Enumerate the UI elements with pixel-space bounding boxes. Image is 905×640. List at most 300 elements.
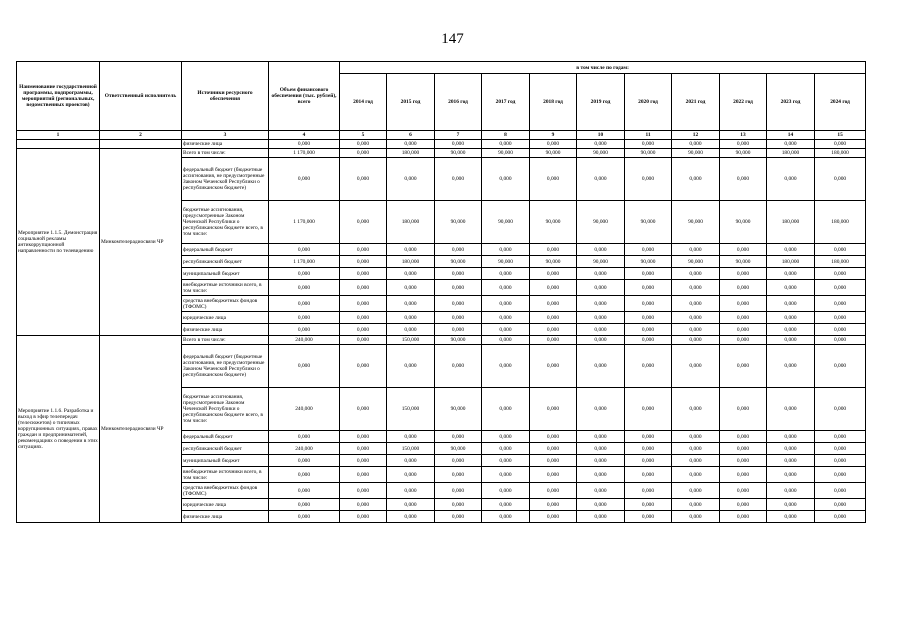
- value-cell: 0,000: [340, 388, 387, 431]
- value-cell: 0,000: [340, 256, 387, 268]
- value-cell: 0,000: [672, 280, 720, 296]
- value-cell: 90,000: [482, 201, 530, 244]
- source-cell: внебюджетные источники всего, в том числе:: [182, 467, 269, 483]
- value-cell: 0,000: [435, 345, 482, 388]
- value-cell: 90,000: [530, 201, 577, 244]
- value-cell: 90,000: [720, 149, 767, 158]
- value-cell: 0,000: [577, 324, 625, 336]
- value-cell: 0,000: [482, 455, 530, 467]
- value-cell: 0,000: [815, 499, 866, 511]
- column-number: 8: [482, 131, 530, 140]
- value-cell: 0,000: [815, 312, 866, 324]
- value-cell: 0,000: [482, 443, 530, 455]
- value-cell: 0,000: [577, 296, 625, 312]
- value-cell: 0,000: [720, 140, 767, 149]
- column-number: 1: [17, 131, 100, 140]
- value-cell: 0,000: [482, 431, 530, 443]
- year-header: 2017 год: [482, 74, 530, 131]
- source-cell: муниципальный бюджет: [182, 455, 269, 467]
- value-cell: 0,000: [387, 158, 435, 201]
- value-cell: 0,000: [577, 345, 625, 388]
- value-cell: 0,000: [387, 499, 435, 511]
- value-cell: 0,000: [767, 312, 815, 324]
- value-cell: 0,000: [672, 158, 720, 201]
- source-cell: республиканский бюджет: [182, 256, 269, 268]
- value-cell: 0,000: [625, 140, 672, 149]
- value-cell: 0,000: [720, 244, 767, 256]
- value-cell: 180,000: [815, 256, 866, 268]
- total-cell: 0,000: [269, 140, 340, 149]
- value-cell: 90,000: [435, 443, 482, 455]
- value-cell: 0,000: [340, 312, 387, 324]
- value-cell: 0,000: [720, 388, 767, 431]
- value-cell: 0,000: [435, 467, 482, 483]
- value-cell: 0,000: [720, 511, 767, 523]
- year-header: 2018 год: [530, 74, 577, 131]
- value-cell: 90,000: [435, 336, 482, 345]
- value-cell: 0,000: [625, 443, 672, 455]
- value-cell: 0,000: [767, 296, 815, 312]
- value-cell: 0,000: [672, 431, 720, 443]
- value-cell: 150,000: [387, 388, 435, 431]
- value-cell: 90,000: [625, 256, 672, 268]
- value-cell: 0,000: [340, 158, 387, 201]
- value-cell: 180,000: [387, 256, 435, 268]
- value-cell: 90,000: [435, 201, 482, 244]
- value-cell: 150,000: [387, 443, 435, 455]
- total-cell: 0,000: [269, 467, 340, 483]
- value-cell: 0,000: [625, 467, 672, 483]
- value-cell: 0,000: [815, 455, 866, 467]
- year-header: 2022 год: [720, 74, 767, 131]
- event-name: Мероприятие 1.1.6. Разработка и выход в эфир телепередач (телесюжетов) о типичных коррупционных ситуациях, правах граждан и предприниматепей, рекомендациях о поведении в этих ситуациях.: [17, 336, 100, 523]
- value-cell: 0,000: [767, 280, 815, 296]
- value-cell: 0,000: [672, 324, 720, 336]
- value-cell: 0,000: [767, 140, 815, 149]
- source-cell: федеральный бюджет: [182, 431, 269, 443]
- year-header: 2015 год: [387, 74, 435, 131]
- value-cell: 0,000: [340, 268, 387, 280]
- value-cell: 0,000: [625, 483, 672, 499]
- value-cell: 0,000: [482, 467, 530, 483]
- value-cell: 90,000: [672, 201, 720, 244]
- value-cell: 0,000: [767, 324, 815, 336]
- value-cell: 0,000: [625, 345, 672, 388]
- value-cell: 0,000: [530, 336, 577, 345]
- value-cell: 0,000: [720, 499, 767, 511]
- value-cell: 0,000: [435, 312, 482, 324]
- value-cell: 0,000: [435, 244, 482, 256]
- value-cell: 0,000: [340, 443, 387, 455]
- value-cell: 0,000: [387, 296, 435, 312]
- value-cell: 0,000: [530, 443, 577, 455]
- value-cell: 0,000: [340, 280, 387, 296]
- value-cell: 0,000: [815, 244, 866, 256]
- value-cell: 0,000: [387, 511, 435, 523]
- value-cell: 0,000: [530, 158, 577, 201]
- table-row: [17, 149, 866, 158]
- value-cell: 0,000: [482, 140, 530, 149]
- value-cell: 0,000: [340, 149, 387, 158]
- value-cell: 0,000: [340, 140, 387, 149]
- value-cell: 0,000: [387, 345, 435, 388]
- value-cell: 0,000: [625, 280, 672, 296]
- value-cell: 0,000: [767, 511, 815, 523]
- value-cell: 90,000: [577, 201, 625, 244]
- total-cell: 0,000: [269, 296, 340, 312]
- value-cell: 0,000: [767, 443, 815, 455]
- value-cell: 90,000: [672, 256, 720, 268]
- year-header: 2024 год: [815, 74, 866, 131]
- column-number: 2: [100, 131, 182, 140]
- total-cell: 1 170,000: [269, 256, 340, 268]
- value-cell: 0,000: [720, 324, 767, 336]
- column-number: 4: [269, 131, 340, 140]
- header-name: Наименование государственной программы, подпрограммы, мероприятий (региональных, ведомственных проектов): [17, 62, 100, 131]
- value-cell: 0,000: [767, 158, 815, 201]
- value-cell: 0,000: [530, 280, 577, 296]
- year-header: 2016 год: [435, 74, 482, 131]
- value-cell: 0,000: [577, 467, 625, 483]
- source-cell: муниципальный бюджет: [182, 268, 269, 280]
- value-cell: 0,000: [720, 483, 767, 499]
- value-cell: 90,000: [625, 201, 672, 244]
- value-cell: 180,000: [815, 201, 866, 244]
- source-cell: Всего в том числе:: [182, 336, 269, 345]
- header-executor: Ответственный исполнитель: [100, 62, 182, 131]
- value-cell: 0,000: [530, 431, 577, 443]
- value-cell: 0,000: [340, 296, 387, 312]
- value-cell: 0,000: [387, 483, 435, 499]
- value-cell: 0,000: [340, 455, 387, 467]
- source-cell: физические лица: [182, 140, 269, 149]
- total-cell: 1 170,000: [269, 201, 340, 244]
- value-cell: 0,000: [672, 443, 720, 455]
- value-cell: 0,000: [672, 455, 720, 467]
- value-cell: 0,000: [672, 268, 720, 280]
- value-cell: 0,000: [340, 511, 387, 523]
- value-cell: 0,000: [530, 324, 577, 336]
- value-cell: 0,000: [482, 324, 530, 336]
- value-cell: 0,000: [672, 388, 720, 431]
- value-cell: 0,000: [340, 244, 387, 256]
- event-executor: Минкомтелерадиосвязи ЧР: [100, 336, 182, 523]
- table-body: [17, 140, 866, 523]
- value-cell: 0,000: [815, 511, 866, 523]
- empty-cell: [100, 140, 182, 149]
- value-cell: 0,000: [387, 244, 435, 256]
- value-cell: 0,000: [625, 268, 672, 280]
- value-cell: 0,000: [387, 268, 435, 280]
- value-cell: 0,000: [672, 499, 720, 511]
- page-number: 147: [441, 31, 464, 47]
- value-cell: 0,000: [767, 268, 815, 280]
- table-row: [17, 336, 866, 345]
- value-cell: 0,000: [577, 158, 625, 201]
- total-cell: 0,000: [269, 324, 340, 336]
- source-cell: федеральный бюджет (бюджетные ассигнования, не предусмотренные Законом Чеченской Республики о республиканском бюджете): [182, 158, 269, 201]
- value-cell: 0,000: [577, 244, 625, 256]
- value-cell: 0,000: [815, 443, 866, 455]
- value-cell: 180,000: [767, 256, 815, 268]
- year-header: 2020 год: [625, 74, 672, 131]
- value-cell: 0,000: [435, 431, 482, 443]
- empty-cell: [17, 140, 100, 149]
- value-cell: 0,000: [672, 467, 720, 483]
- value-cell: 0,000: [340, 483, 387, 499]
- value-cell: 0,000: [720, 336, 767, 345]
- value-cell: 0,000: [672, 296, 720, 312]
- total-cell: 0,000: [269, 455, 340, 467]
- value-cell: 0,000: [815, 345, 866, 388]
- value-cell: 180,000: [387, 201, 435, 244]
- value-cell: 0,000: [340, 431, 387, 443]
- value-cell: 0,000: [625, 511, 672, 523]
- value-cell: 0,000: [577, 499, 625, 511]
- value-cell: 0,000: [720, 296, 767, 312]
- source-cell: федеральный бюджет (бюджетные ассигнования, не предусмотренные Законом Чеченской Республики о республиканском бюджете): [182, 345, 269, 388]
- value-cell: 0,000: [435, 158, 482, 201]
- source-cell: бюджетные ассигнования, предусмотренные Законом Чеченской Республики о республиканском бюджете всего, в том числе:: [182, 388, 269, 431]
- column-number: 10: [577, 131, 625, 140]
- value-cell: 0,000: [625, 324, 672, 336]
- value-cell: 0,000: [577, 336, 625, 345]
- value-cell: 0,000: [530, 345, 577, 388]
- value-cell: 0,000: [625, 244, 672, 256]
- value-cell: 0,000: [530, 244, 577, 256]
- column-number: 7: [435, 131, 482, 140]
- source-cell: физические лица: [182, 511, 269, 523]
- value-cell: 0,000: [767, 499, 815, 511]
- value-cell: 0,000: [482, 244, 530, 256]
- value-cell: 0,000: [815, 483, 866, 499]
- year-header: 2014 год: [340, 74, 387, 131]
- value-cell: 0,000: [720, 312, 767, 324]
- total-cell: 0,000: [269, 158, 340, 201]
- value-cell: 0,000: [530, 388, 577, 431]
- total-cell: 1 170,000: [269, 149, 340, 158]
- value-cell: 0,000: [815, 280, 866, 296]
- value-cell: 0,000: [672, 312, 720, 324]
- value-cell: 0,000: [340, 324, 387, 336]
- value-cell: 0,000: [767, 431, 815, 443]
- value-cell: 0,000: [530, 483, 577, 499]
- value-cell: 0,000: [720, 268, 767, 280]
- value-cell: 0,000: [577, 483, 625, 499]
- value-cell: 90,000: [482, 256, 530, 268]
- column-number: 5: [340, 131, 387, 140]
- value-cell: 0,000: [482, 268, 530, 280]
- total-cell: 0,000: [269, 499, 340, 511]
- value-cell: 90,000: [625, 149, 672, 158]
- total-cell: 240,000: [269, 336, 340, 345]
- value-cell: 0,000: [815, 268, 866, 280]
- value-cell: 0,000: [767, 336, 815, 345]
- column-number: 13: [720, 131, 767, 140]
- value-cell: 90,000: [482, 149, 530, 158]
- value-cell: 0,000: [530, 511, 577, 523]
- value-cell: 0,000: [387, 312, 435, 324]
- value-cell: 90,000: [435, 388, 482, 431]
- value-cell: 0,000: [482, 312, 530, 324]
- value-cell: 0,000: [815, 324, 866, 336]
- value-cell: 0,000: [482, 280, 530, 296]
- value-cell: 0,000: [340, 345, 387, 388]
- column-number: 12: [672, 131, 720, 140]
- value-cell: 0,000: [720, 431, 767, 443]
- value-cell: 0,000: [815, 140, 866, 149]
- value-cell: 0,000: [530, 296, 577, 312]
- value-cell: 0,000: [720, 158, 767, 201]
- value-cell: 0,000: [435, 140, 482, 149]
- value-cell: 0,000: [530, 140, 577, 149]
- value-cell: 0,000: [482, 511, 530, 523]
- value-cell: 0,000: [387, 280, 435, 296]
- year-header: 2023 год: [767, 74, 815, 131]
- value-cell: 0,000: [482, 158, 530, 201]
- value-cell: 0,000: [482, 336, 530, 345]
- value-cell: 0,000: [387, 324, 435, 336]
- table-row: [17, 140, 866, 149]
- source-cell: республиканский бюджет: [182, 443, 269, 455]
- event-executor: Минкомтелерадиосвязи ЧР: [100, 149, 182, 336]
- total-cell: 0,000: [269, 431, 340, 443]
- value-cell: 90,000: [720, 201, 767, 244]
- value-cell: 0,000: [625, 336, 672, 345]
- value-cell: 90,000: [530, 256, 577, 268]
- value-cell: 0,000: [720, 467, 767, 483]
- value-cell: 0,000: [530, 268, 577, 280]
- value-cell: 0,000: [387, 140, 435, 149]
- value-cell: 0,000: [577, 268, 625, 280]
- value-cell: 180,000: [815, 149, 866, 158]
- value-cell: 0,000: [720, 345, 767, 388]
- column-number: 11: [625, 131, 672, 140]
- value-cell: 0,000: [435, 280, 482, 296]
- value-cell: 0,000: [435, 268, 482, 280]
- value-cell: 0,000: [387, 455, 435, 467]
- source-cell: федеральный бюджет: [182, 244, 269, 256]
- value-cell: 0,000: [482, 296, 530, 312]
- value-cell: 0,000: [625, 499, 672, 511]
- value-cell: 0,000: [530, 455, 577, 467]
- total-cell: 0,000: [269, 268, 340, 280]
- value-cell: 0,000: [435, 511, 482, 523]
- value-cell: 0,000: [672, 345, 720, 388]
- source-cell: юридические лица: [182, 312, 269, 324]
- year-header: 2021 год: [672, 74, 720, 131]
- value-cell: 0,000: [482, 345, 530, 388]
- source-cell: средства внебюджетных фондов (ТФОМС): [182, 483, 269, 499]
- source-cell: внебюджетные источники всего, в том числе:: [182, 280, 269, 296]
- value-cell: 0,000: [387, 431, 435, 443]
- value-cell: 0,000: [577, 280, 625, 296]
- value-cell: 0,000: [577, 140, 625, 149]
- value-cell: 0,000: [482, 483, 530, 499]
- source-cell: Всего в том числе:: [182, 149, 269, 158]
- header-total: Объем финансового обеспечения (тыс. рублей), всего: [269, 62, 340, 131]
- value-cell: 0,000: [767, 244, 815, 256]
- value-cell: 0,000: [815, 158, 866, 201]
- total-cell: 240,000: [269, 388, 340, 431]
- financing-table: [16, 61, 866, 523]
- value-cell: 0,000: [767, 345, 815, 388]
- value-cell: 0,000: [672, 140, 720, 149]
- value-cell: 0,000: [482, 499, 530, 511]
- value-cell: 0,000: [577, 431, 625, 443]
- value-cell: 0,000: [767, 455, 815, 467]
- value-cell: 0,000: [815, 467, 866, 483]
- value-cell: 0,000: [340, 499, 387, 511]
- total-cell: 0,000: [269, 244, 340, 256]
- value-cell: 0,000: [625, 455, 672, 467]
- total-cell: 0,000: [269, 345, 340, 388]
- event-name: Мероприятие 1.1.5. Демонстрация социальной рекламы антикоррупционной направленности по телевидению: [17, 149, 100, 336]
- value-cell: 90,000: [577, 149, 625, 158]
- value-cell: 90,000: [435, 256, 482, 268]
- value-cell: 0,000: [767, 483, 815, 499]
- value-cell: 0,000: [577, 312, 625, 324]
- source-cell: средства внебюджетных фондов (ТФОМС): [182, 296, 269, 312]
- value-cell: 0,000: [672, 336, 720, 345]
- value-cell: 0,000: [340, 201, 387, 244]
- value-cell: 180,000: [767, 149, 815, 158]
- value-cell: 0,000: [815, 336, 866, 345]
- column-number-row: [17, 131, 866, 140]
- value-cell: 90,000: [672, 149, 720, 158]
- value-cell: 0,000: [530, 312, 577, 324]
- value-cell: 0,000: [672, 483, 720, 499]
- value-cell: 0,000: [577, 443, 625, 455]
- value-cell: 0,000: [625, 312, 672, 324]
- value-cell: 0,000: [672, 244, 720, 256]
- column-number: 6: [387, 131, 435, 140]
- total-cell: 0,000: [269, 483, 340, 499]
- value-cell: 0,000: [577, 455, 625, 467]
- value-cell: 0,000: [577, 388, 625, 431]
- value-cell: 0,000: [625, 431, 672, 443]
- value-cell: 0,000: [815, 431, 866, 443]
- value-cell: 150,000: [387, 336, 435, 345]
- value-cell: 0,000: [625, 296, 672, 312]
- value-cell: 0,000: [815, 388, 866, 431]
- value-cell: 0,000: [387, 467, 435, 483]
- value-cell: 0,000: [767, 388, 815, 431]
- value-cell: 0,000: [672, 511, 720, 523]
- total-cell: 240,000: [269, 443, 340, 455]
- value-cell: 90,000: [530, 149, 577, 158]
- value-cell: 0,000: [340, 467, 387, 483]
- value-cell: 0,000: [530, 499, 577, 511]
- value-cell: 90,000: [720, 256, 767, 268]
- column-number: 14: [767, 131, 815, 140]
- column-number: 9: [530, 131, 577, 140]
- value-cell: 0,000: [815, 296, 866, 312]
- value-cell: 0,000: [720, 280, 767, 296]
- value-cell: 90,000: [435, 149, 482, 158]
- column-number: 15: [815, 131, 866, 140]
- column-number: 3: [182, 131, 269, 140]
- source-cell: юридические лица: [182, 499, 269, 511]
- value-cell: 0,000: [625, 158, 672, 201]
- header-source: Источники ресурсного обеспечения: [182, 62, 269, 131]
- total-cell: 0,000: [269, 280, 340, 296]
- value-cell: 0,000: [767, 467, 815, 483]
- header-by-year: в том числе по годам:: [340, 62, 866, 74]
- value-cell: 0,000: [530, 467, 577, 483]
- value-cell: 0,000: [435, 296, 482, 312]
- value-cell: 0,000: [577, 511, 625, 523]
